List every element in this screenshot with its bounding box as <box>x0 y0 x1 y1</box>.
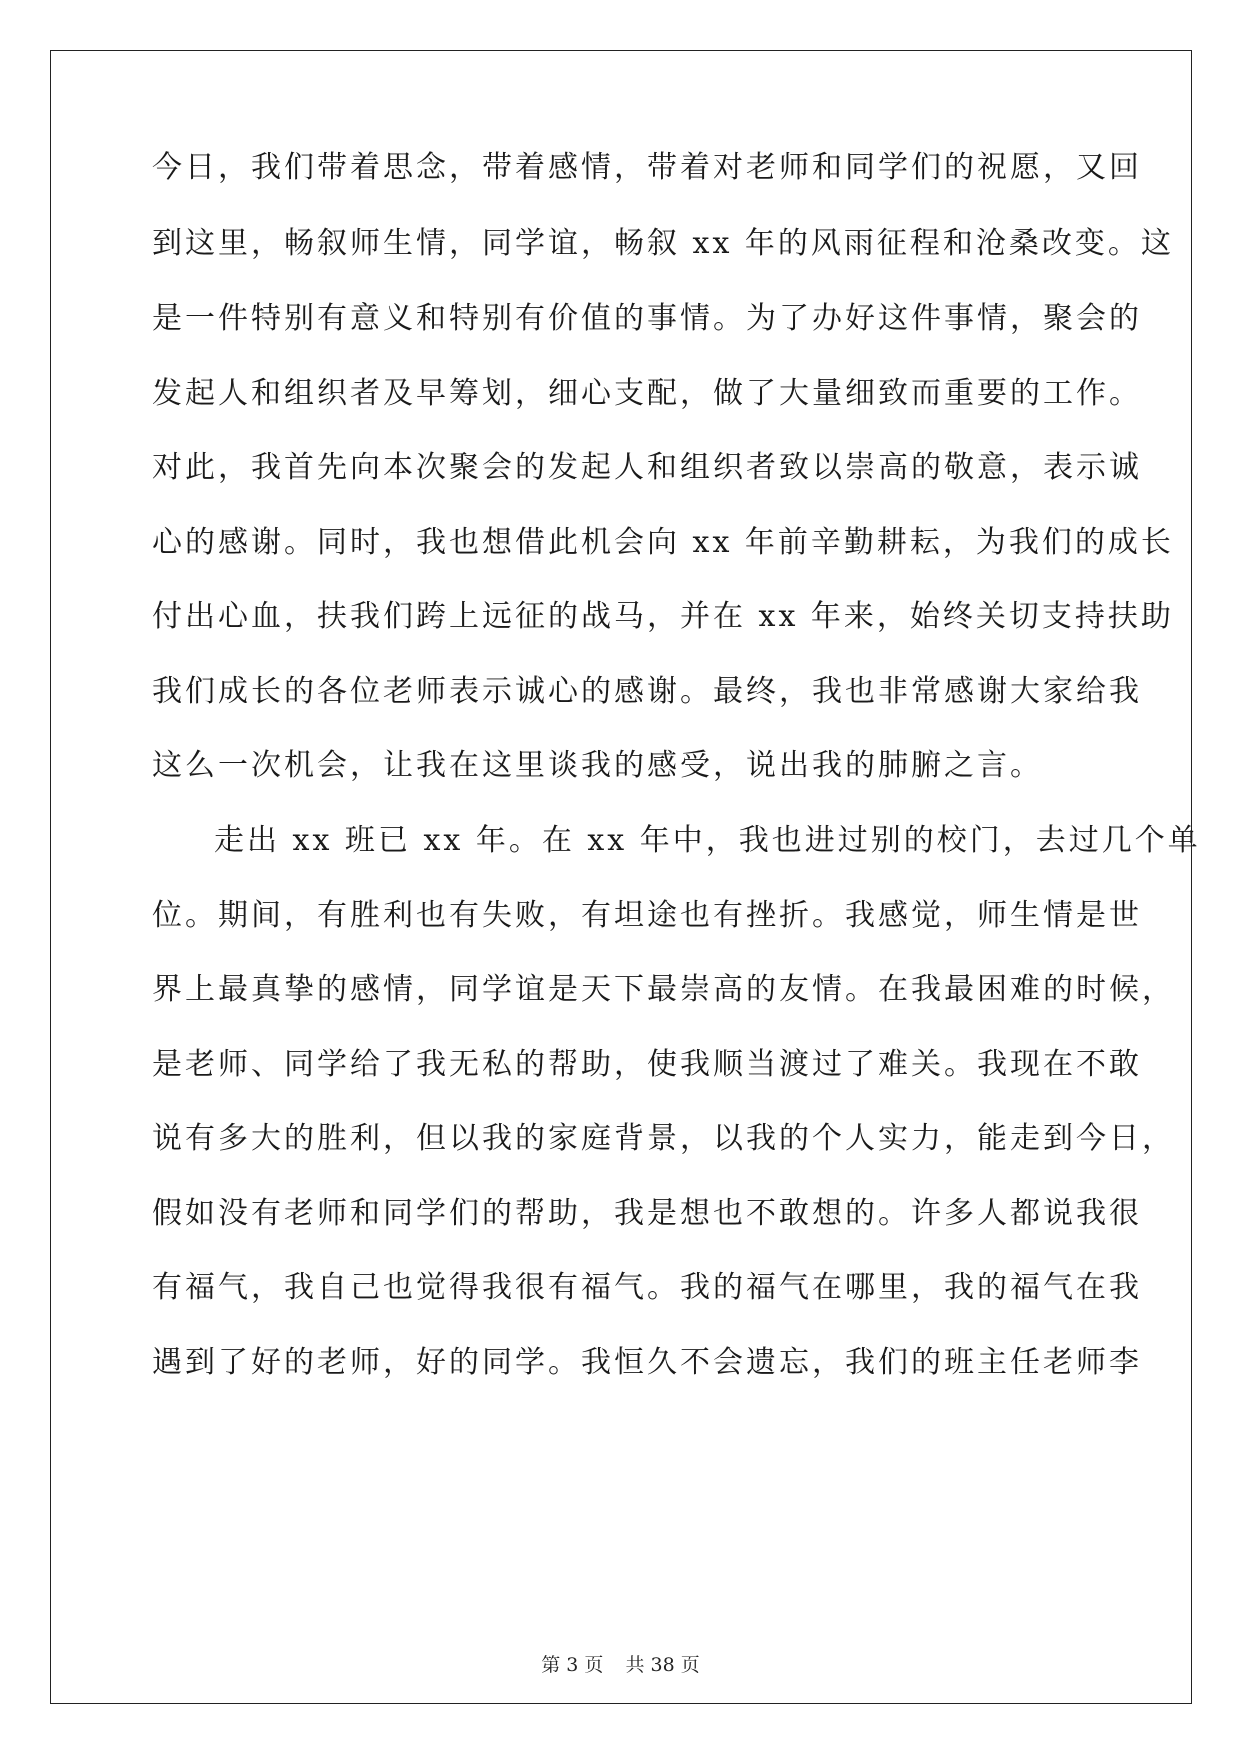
text-line: 发起人和组织者及早筹划，细心支配，做了大量细致而重要的工作。 <box>152 376 1142 411</box>
text-line: 心的感谢。同时，我也想借此机会向 xx 年前辛勤耕耘，为我们的成长 <box>152 525 1174 560</box>
page-footer <box>0 1650 1241 1677</box>
text-line: 假如没有老师和同学们的帮助，我是想也不敢想的。许多人都说我很 <box>152 1196 1142 1231</box>
text-line: 今日，我们带着思念，带着感情，带着对老师和同学们的祝愿，又回 <box>152 150 1142 185</box>
text-line: 到这里，畅叙师生情，同学谊，畅叙 xx 年的风雨征程和沧桑改变。这 <box>152 226 1174 261</box>
page-number-total: 共 38 页 <box>625 1654 700 1676</box>
text-line: 位。期间，有胜利也有失败，有坦途也有挫折。我感觉，师生情是世 <box>152 898 1142 933</box>
text-line: 界上最真挚的感情，同学谊是天下最崇高的友情。在我最困难的时候， <box>152 972 1175 1007</box>
paragraph-first-line: 走出 xx 班已 xx 年。在 xx 年中，我也进过别的校门，去过几个单 <box>214 823 1201 858</box>
text-line: 我们成长的各位老师表示诚心的感谢。最终，我也非常感谢大家给我 <box>152 674 1142 709</box>
page-number-current: 第 3 页 <box>541 1654 604 1676</box>
text-line: 是一件特别有意义和特别有价值的事情。为了办好这件事情，聚会的 <box>152 301 1142 336</box>
text-line: 说有多大的胜利，但以我的家庭背景，以我的个人实力，能走到今日， <box>152 1121 1175 1156</box>
text-line: 这么一次机会，让我在这里谈我的感受，说出我的肺腑之言。 <box>152 748 1043 783</box>
text-line: 有福气，我自己也觉得我很有福气。我的福气在哪里，我的福气在我 <box>152 1270 1142 1305</box>
text-line: 付出心血，扶我们跨上远征的战马，并在 xx 年来，始终关切支持扶助 <box>152 599 1174 634</box>
text-line: 是老师、同学给了我无私的帮助，使我顺当渡过了难关。我现在不敢 <box>152 1047 1142 1082</box>
text-line: 对此，我首先向本次聚会的发起人和组织者致以崇高的敬意，表示诚 <box>152 450 1142 485</box>
text-line: 遇到了好的老师，好的同学。我恒久不会遗忘，我们的班主任老师李 <box>152 1345 1142 1380</box>
